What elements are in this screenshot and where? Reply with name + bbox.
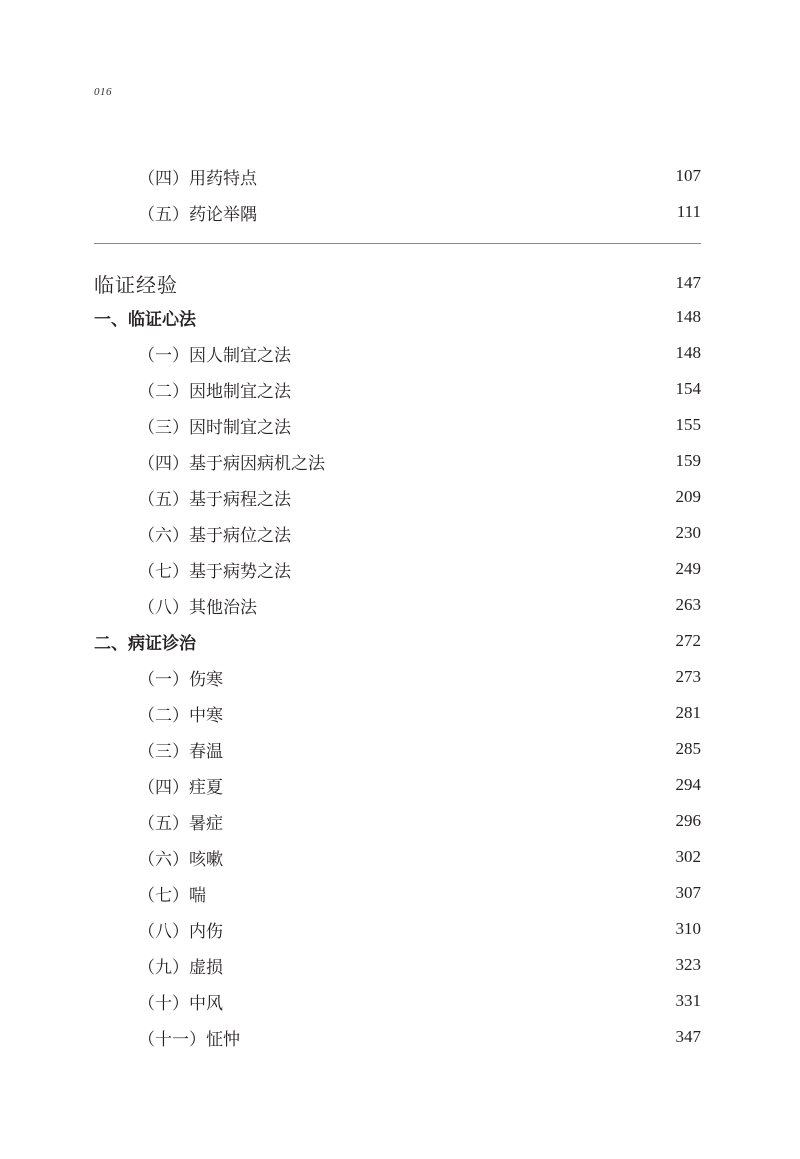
toc-entry-page: 307 <box>675 883 701 902</box>
toc-entry[interactable] <box>94 554 701 584</box>
toc-entry-label: （四）用药特点 <box>138 168 257 189</box>
toc-entry-page: 281 <box>675 703 701 722</box>
toc-entry-label: （四）基于病因病机之法 <box>138 453 325 474</box>
toc-entry-page: 209 <box>675 487 701 506</box>
toc-entry[interactable] <box>94 482 701 512</box>
toc-entry-label: （九）虚损 <box>138 957 223 978</box>
toc-entry-page: 323 <box>675 955 701 974</box>
toc-entry-label: （五）基于病程之法 <box>138 489 291 510</box>
toc-entry-label: （五）药论举隅 <box>138 204 257 225</box>
toc-part-heading[interactable] <box>94 268 701 298</box>
page-number: 016 <box>94 86 112 98</box>
toc-entry-page: 111 <box>676 202 701 221</box>
toc-entry-label: （十）中风 <box>138 993 223 1014</box>
toc-entry[interactable] <box>94 914 701 944</box>
toc-entry-page: 296 <box>675 811 701 830</box>
toc-entry-page: 294 <box>675 775 701 794</box>
toc-entry-label: （四）疰夏 <box>138 777 223 798</box>
toc-entry[interactable] <box>94 197 701 227</box>
toc-entry-page: 148 <box>675 343 701 362</box>
toc-section-heading[interactable] <box>94 626 701 656</box>
toc-part-page: 147 <box>675 273 701 292</box>
toc-part-label: 临证经验 <box>94 272 178 297</box>
toc-entry-label: （二）因地制宜之法 <box>138 381 291 402</box>
toc-entry-label: （三）因时制宜之法 <box>138 417 291 438</box>
toc-entry-page: 154 <box>675 379 701 398</box>
toc-entry-page: 285 <box>675 739 701 758</box>
toc-entry[interactable] <box>94 446 701 476</box>
toc-entry-label: （六）咳嗽 <box>138 849 223 870</box>
toc-entry[interactable] <box>94 590 701 620</box>
toc-entry[interactable] <box>94 878 701 908</box>
toc-entry-label: （一）伤寒 <box>138 669 223 690</box>
toc-entry-label: （一）因人制宜之法 <box>138 345 291 366</box>
toc-entry[interactable] <box>94 518 701 548</box>
toc-entry-page: 263 <box>675 595 701 614</box>
toc-entry[interactable] <box>94 806 701 836</box>
toc-section-label: 二、病证诊治 <box>94 633 196 654</box>
toc-entry-page: 347 <box>675 1027 701 1046</box>
toc-entry-page: 310 <box>675 919 701 938</box>
toc-entry[interactable] <box>94 338 701 368</box>
toc-entry[interactable] <box>94 161 701 191</box>
toc-entry-page: 155 <box>675 415 701 434</box>
toc-entry-page: 331 <box>675 991 701 1010</box>
toc-entry-label: （六）基于病位之法 <box>138 525 291 546</box>
toc-entry-label: （八）内伤 <box>138 921 223 942</box>
toc-entry-page: 302 <box>675 847 701 866</box>
toc-entry[interactable] <box>94 950 701 980</box>
toc-entry-label: （五）暑症 <box>138 813 223 834</box>
toc-entry-label: （八）其他治法 <box>138 597 257 618</box>
toc-entry[interactable] <box>94 986 701 1016</box>
toc-entry-page: 107 <box>675 166 701 185</box>
toc-entry-label: （二）中寒 <box>138 705 223 726</box>
toc-entry[interactable] <box>94 770 701 800</box>
toc-entry-label: （七）基于病势之法 <box>138 561 291 582</box>
divider <box>94 243 701 244</box>
toc-entry-label: （十一）怔忡 <box>138 1029 240 1050</box>
toc-entry[interactable] <box>94 374 701 404</box>
toc-entry-page: 273 <box>675 667 701 686</box>
toc-entry[interactable] <box>94 734 701 764</box>
toc-entry[interactable] <box>94 410 701 440</box>
toc-entry-page: 230 <box>675 523 701 542</box>
toc-entry[interactable] <box>94 1022 701 1052</box>
toc-entry-page: 159 <box>675 451 701 470</box>
toc-section-label: 一、临证心法 <box>94 309 196 330</box>
toc-entry-label: （三）春温 <box>138 741 223 762</box>
toc-entry[interactable] <box>94 842 701 872</box>
toc-section-page: 272 <box>675 631 701 650</box>
toc-entry-label: （七）喘 <box>138 885 206 906</box>
toc-entry[interactable] <box>94 698 701 728</box>
toc-entry[interactable] <box>94 662 701 692</box>
toc-section-page: 148 <box>675 307 701 326</box>
toc-entry-page: 249 <box>675 559 701 578</box>
toc-section-heading[interactable] <box>94 302 701 332</box>
